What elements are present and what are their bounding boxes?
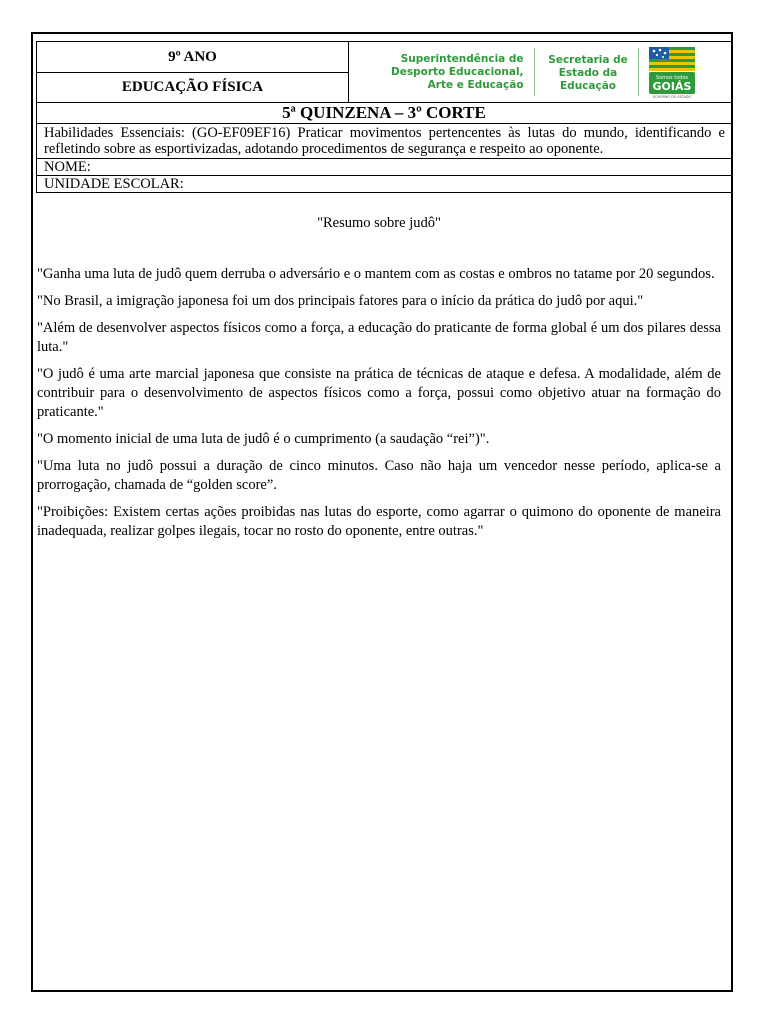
grade-label: 9º ANO <box>168 48 217 65</box>
paragraph: "Além de desenvolver aspectos físicos como a força, a educação do praticante de forma global é um dos pilares dessa luta." <box>37 320 721 355</box>
logo-divider <box>534 48 535 96</box>
period-cell <box>37 103 732 124</box>
sup-line-1: Superintendência de <box>400 53 524 65</box>
paragraph: "O momento inicial de uma luta de judô é o cumprimento (a saudação “rei”)". <box>37 431 490 447</box>
goias-footer: GOVERNO DO ESTADO <box>652 95 692 99</box>
goias-brand: GOIÁS <box>652 80 692 93</box>
paragraph: "Uma luta no judô possui a duração de cinco minutos. Caso não haja um vencedor nesse período, aplica-se a prorrogação, chamada de “golden score”. <box>37 458 721 493</box>
subject-cell <box>37 73 349 103</box>
paragraph: "Ganha uma luta de judô quem derruba o adversário e o mantem com as costas e ombros no tatame por 20 segundos. <box>37 266 715 282</box>
skills-cell <box>37 124 732 159</box>
period-title: 5ª QUINZENA – 3º CORTE <box>282 103 486 122</box>
sec-line-2: Estado da <box>558 67 618 79</box>
document-body <box>37 214 721 549</box>
school-label: UNIDADE ESCOLAR: <box>44 176 184 192</box>
subject-label: EDUCAÇÃO FÍSICA <box>121 79 264 95</box>
superintendencia-logo-text <box>391 53 524 92</box>
paragraph: "No Brasil, a imigração japonesa foi um dos principais fatores para o início da prática do judô por aqui." <box>37 293 644 309</box>
name-field[interactable] <box>37 159 732 176</box>
school-field[interactable] <box>37 176 732 193</box>
paragraph: "O judô é uma arte marcial japonesa que consiste na prática de técnicas de ataque e defesa. A modalidade, além de contribuir para o desenvolvimento de aspectos físicos como a força, possui como objetivo atuar na formação do praticante." <box>37 366 721 420</box>
document-title: "Resumo sobre judô" <box>317 215 441 231</box>
goias-flag-logo-icon <box>645 45 699 99</box>
skills-text: Habilidades Essenciais: (GO-EF09EF16) Praticar movimentos pertencentes às lutas do mundo, identificando e refletindo sobre as esportivizadas, adotando procedimentos de segurança e respeito ao oponente. <box>44 125 725 157</box>
logo-cell <box>349 42 732 103</box>
sup-line-3: Arte e Educação <box>427 79 524 91</box>
logos <box>349 42 731 102</box>
sup-line-2: Desporto Educacional, <box>391 66 524 78</box>
name-label: NOME: <box>44 159 91 175</box>
sec-line-3: Educação <box>560 80 616 92</box>
header-table <box>36 41 732 193</box>
sec-line-1: Secretaria de <box>548 54 628 66</box>
goias-tagline: Somos todos <box>655 75 689 81</box>
logo-divider-2 <box>638 48 639 96</box>
secretaria-logo-text <box>543 54 633 93</box>
grade-cell <box>37 42 349 73</box>
paragraph: "Proibições: Existem certas ações proibidas nas lutas do esporte, como agarrar o quimono do oponente de maneira inadequada, realizar golpes ilegais, tocar no rosto do oponente, entre outras." <box>37 504 721 539</box>
